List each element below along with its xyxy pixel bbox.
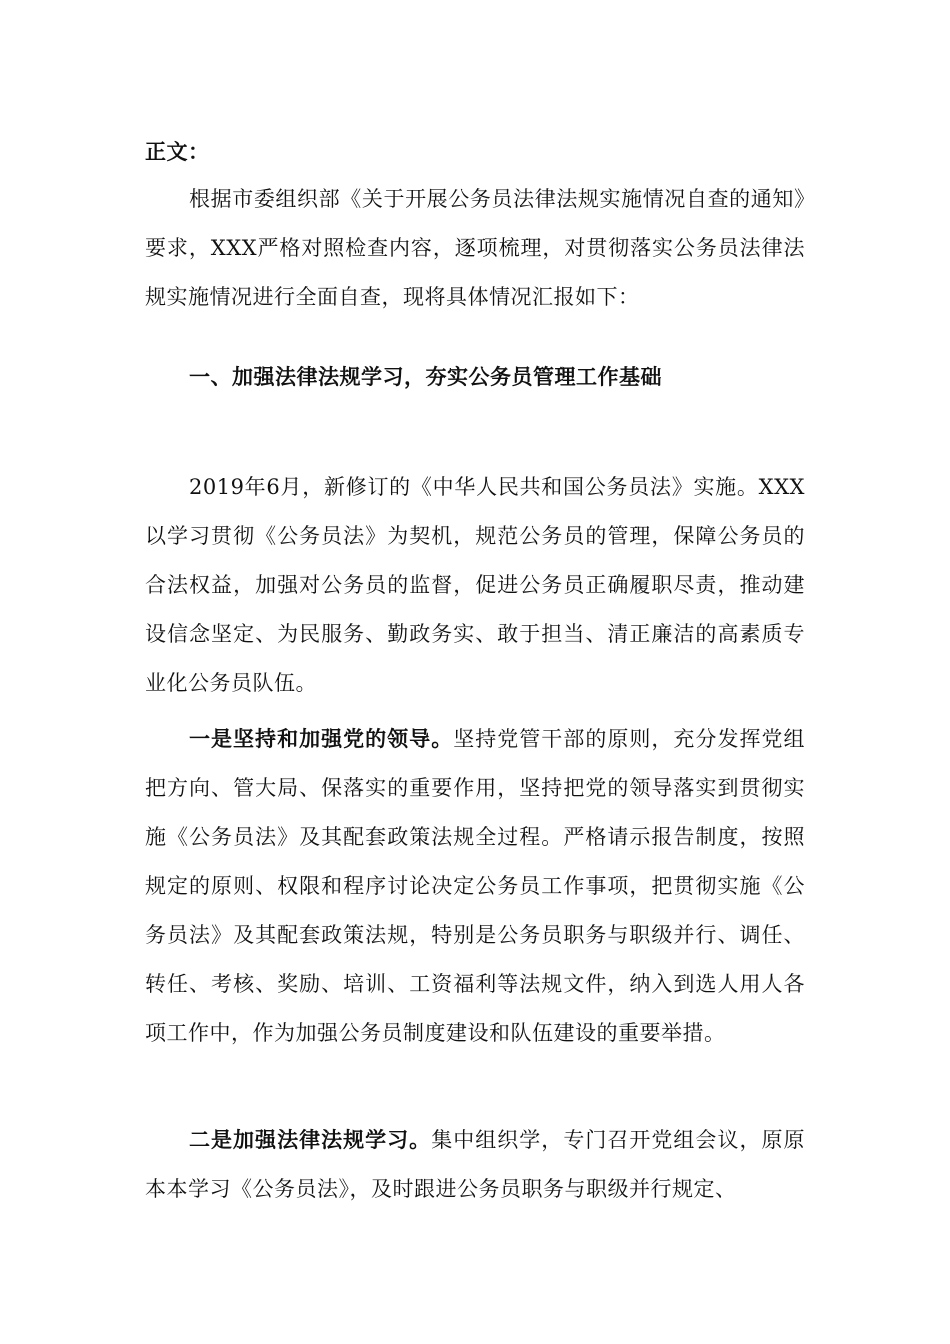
- point-paragraph-2: [145, 1115, 805, 1214]
- point-2-text: 集中组织学，专门召开党组会议，原原本本学习《公务员法》，及时跟进公务员职务与职级并行规定、: [145, 1128, 805, 1201]
- point-1-lead: 一是坚持和加强党的领导。: [189, 726, 454, 751]
- intro-paragraph: 根据市委组织部《关于开展公务员法律法规实施情况自查的通知》要求，XXX严格对照检查内容，逐项梳理，对贯彻落实公务员法律法规实施情况进行全面自查，现将具体情况汇报如下：: [145, 187, 805, 309]
- background-paragraph: 2019年6月，新修订的《中华人民共和国公务员法》实施。XXX以学习贯彻《公务员法》为契机，规范公务员的管理，保障公务员的合法权益，加强对公务员的监督，促进公务员正确履职尽责，推动建设信念坚定、为民服务、勤政务实、敢于担当、清正廉洁的高素质专业化公务员队伍。: [145, 475, 805, 695]
- body-label: 正文：: [145, 139, 210, 164]
- point-2-lead: 二是加强法律法规学习。: [189, 1127, 432, 1152]
- point-1-text: 坚持党管干部的原则，充分发挥党组把方向、管大局、保落实的重要作用，坚持把党的领导落实到贯彻实施《公务员法》及其配套政策法规全过程。严格请示报告制度，按照规定的原则、权限和程序讨论决定公务员工作事项，把贯彻实施《公务员法》及其配套政策法规，特别是公务员职务与职级并行、调任、转任、考核、奖励、培训、工资福利等法规文件，纳入到选人用人各项工作中，作为加强公务员制度建设和队伍建设的重要举措。: [145, 727, 806, 1045]
- point-paragraph-1: [145, 714, 805, 1058]
- section-heading-1: 一、加强法律法规学习，夯实公务员管理工作基础: [189, 364, 662, 389]
